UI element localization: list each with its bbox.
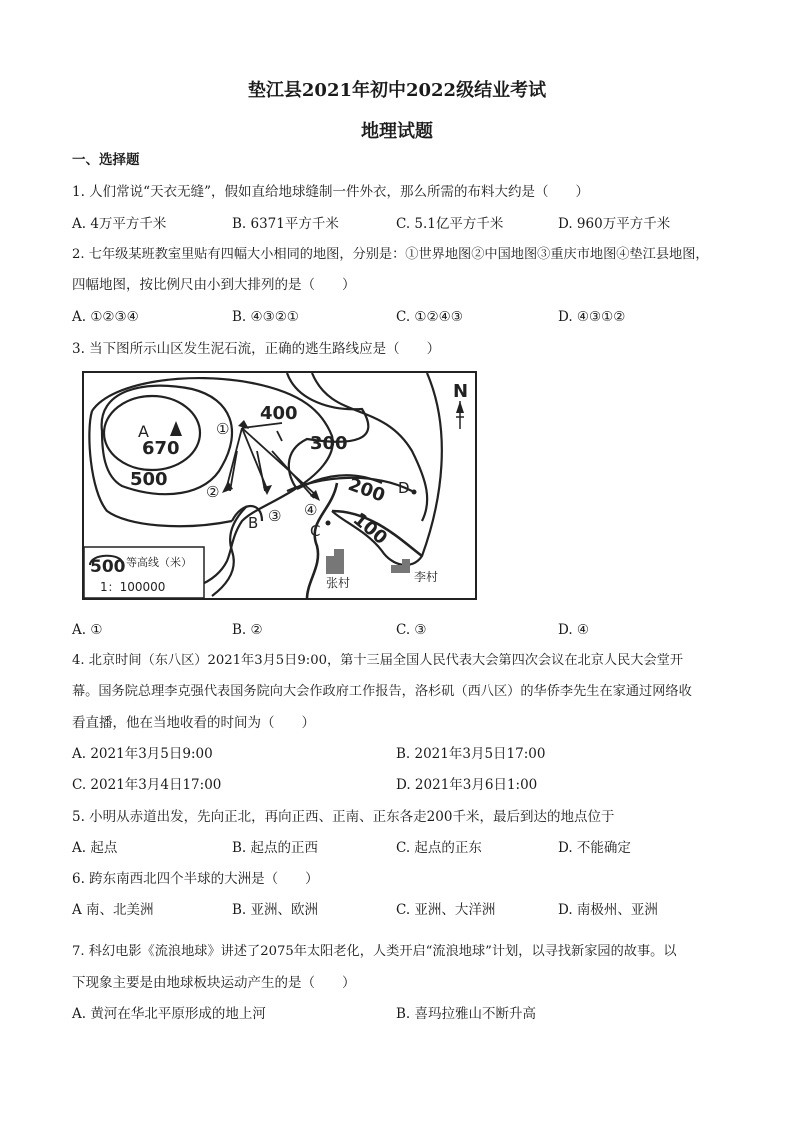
q4-option-d[interactable]: D. 2021年3月6日1:00 [396, 777, 538, 793]
q4-option-a[interactable]: A. 2021年3月5日9:00 [72, 746, 213, 762]
q2-option-b[interactable]: B. ④③②① [232, 309, 299, 325]
village-zhang: 张村 [326, 576, 351, 590]
route-2-label: ② [206, 483, 220, 501]
q1-option-d[interactable]: D. 960万平方千米 [558, 216, 671, 232]
q4-stem-line3: 看直播，他在当地收看的时间为（ ） [72, 715, 315, 731]
q2-option-d[interactable]: D. ④③①② [558, 309, 626, 325]
contour-label-300: 300 [310, 433, 348, 454]
subject-title: 地理试题 [361, 121, 433, 142]
q6-stem: 6. 跨东南西北四个半球的大洲是（ ） [72, 871, 319, 887]
contour-label-400: 400 [260, 403, 298, 424]
peak-height: 670 [142, 438, 180, 459]
q5-option-a[interactable]: A. 起点 [72, 840, 118, 856]
q5-stem: 5. 小明从赤道出发，先向正北，再向正西、正南、正东各走200千米，最后到达的地点位于 [72, 809, 615, 825]
q6-option-a[interactable]: A 南、北美洲 [72, 902, 154, 918]
point-d-label: D [398, 479, 410, 497]
point-b-label: B [248, 514, 259, 532]
q3-option-a[interactable]: A. ① [72, 622, 103, 638]
q5-option-d[interactable]: D. 不能确定 [558, 840, 631, 856]
point-c-label: C [310, 522, 321, 540]
section-heading: 一、选择题 [72, 152, 140, 168]
route-3-label: ③ [268, 507, 282, 525]
q5-option-b[interactable]: B. 起点的正西 [232, 840, 319, 856]
q2-stem-line2: 四幅地图，按比例尺由小到大排列的是（ ） [72, 277, 356, 293]
q4-option-c[interactable]: C. 2021年3月4日17:00 [72, 777, 222, 793]
q3-option-d[interactable]: D. ④ [558, 622, 590, 638]
contour-label-100: 100 [348, 508, 392, 549]
route-4-label: ④ [304, 501, 318, 519]
q7-stem-line2: 下现象主要是由地球板块运动产生的是（ ） [72, 975, 356, 991]
peak-label: A [138, 422, 149, 441]
exam-title: 垫江县2021年初中2022级结业考试 [247, 80, 547, 101]
legend-text: 等高线（米） [126, 556, 192, 569]
q4-stem-line1: 4. 北京时间（东八区）2021年3月5日9:00，第十三届全国人民代表大会第四次会议在北京人民大会堂开 [72, 653, 684, 668]
q3-option-b[interactable]: B. ② [232, 622, 263, 638]
q1-option-a[interactable]: A. 4万平方千米 [72, 216, 167, 232]
q2-stem-line1: 2. 七年级某班教室里贴有四幅大小相同的地图，分别是：①世界地图②中国地图③重庆市地图④垫江县地图， [72, 247, 709, 262]
contour-label-200: 200 [345, 473, 388, 507]
q4-stem-line2: 幕。国务院总理李克强代表国务院向大会作政府工作报告，洛杉矶（西八区）的华侨李先生在家通过网络收 [72, 684, 692, 699]
q3-stem: 3. 当下图所示山区发生泥石流，正确的逃生路线应是（ ） [72, 341, 441, 357]
q6-option-c[interactable]: C. 亚洲、大洋洲 [396, 902, 496, 918]
route-1-label: ① [216, 420, 230, 438]
q7-stem-line1: 7. 科幻电影《流浪地球》讲述了2075年太阳老化，人类开启“流浪地球”计划，以寻找新家园的故事。以 [72, 944, 677, 959]
q2-option-c[interactable]: C. ①②④③ [396, 309, 463, 325]
q4-option-b[interactable]: B. 2021年3月5日17:00 [396, 746, 546, 762]
q1-option-b[interactable]: B. 6371平方千米 [232, 216, 339, 232]
q1-stem: 1. 人们常说“天衣无缝”，假如直给地球缝制一件外衣，那么所需的布料大约是（ ） [72, 184, 589, 200]
q2-option-a[interactable]: A. ①②③④ [72, 309, 139, 325]
north-label: N [453, 381, 469, 402]
contour-label-500: 500 [130, 469, 168, 490]
q1-option-c[interactable]: C. 5.1亿平方千米 [396, 216, 504, 232]
q5-option-c[interactable]: C. 起点的正东 [396, 840, 482, 856]
q3-option-c[interactable]: C. ③ [396, 622, 427, 638]
village-li: 李村 [414, 570, 439, 584]
q7-option-b[interactable]: B. 喜玛拉雅山不断升高 [396, 1006, 537, 1022]
q6-option-d[interactable]: D. 南极州、亚洲 [558, 902, 658, 918]
q6-option-b[interactable]: B. 亚洲、欧洲 [232, 902, 319, 918]
legend-value: 500 [90, 557, 126, 577]
map-scale: 1：100000 [100, 580, 166, 594]
contour-map [82, 371, 478, 601]
q7-option-a[interactable]: A. 黄河在华北平原形成的地上河 [72, 1006, 266, 1022]
